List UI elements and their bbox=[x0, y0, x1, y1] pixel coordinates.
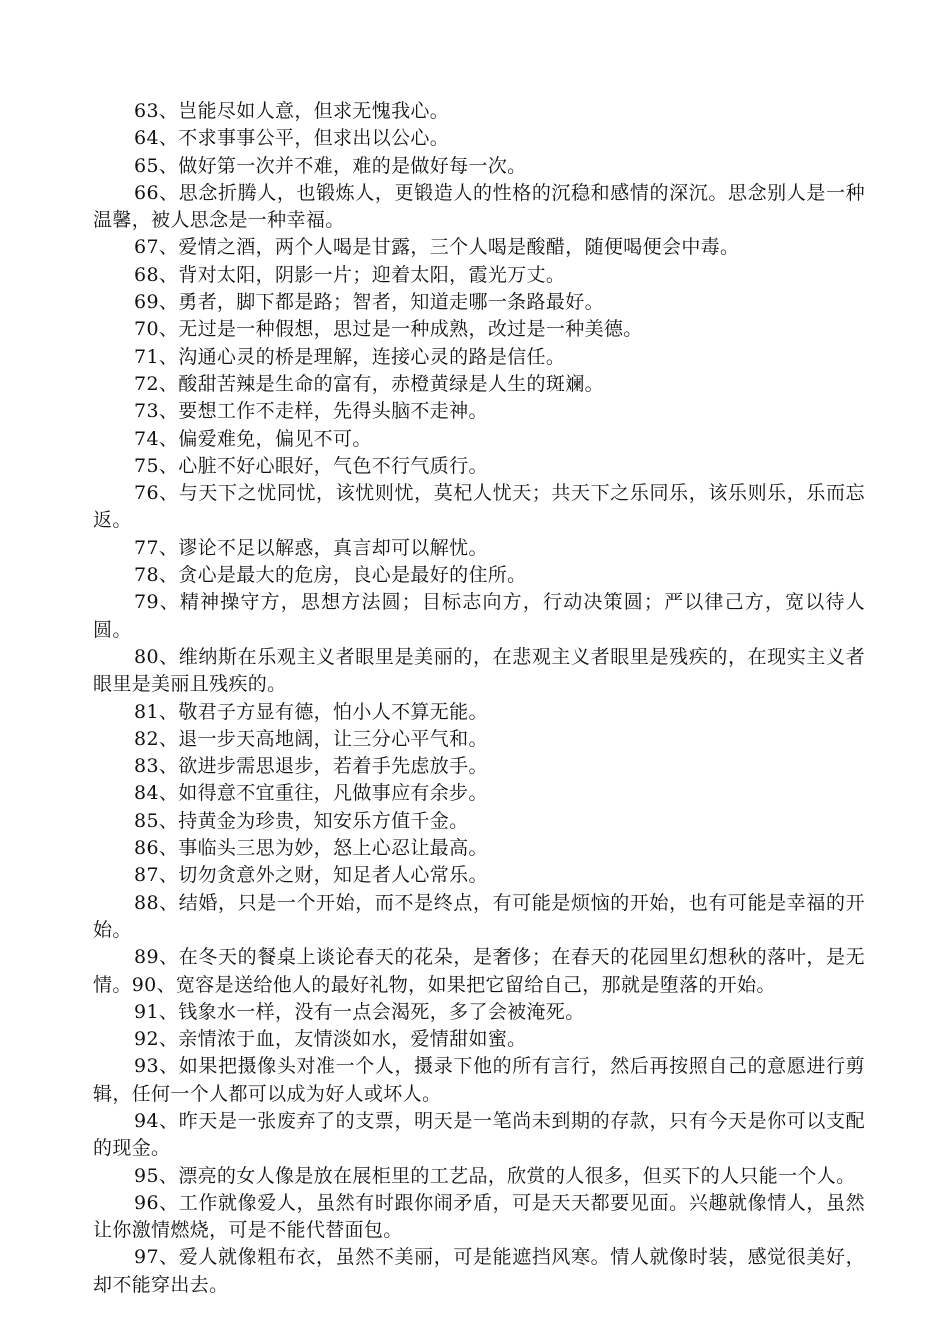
paragraph-83: 83、欲进步需思退步，若着手先虑放手。 bbox=[134, 755, 488, 778]
paragraph-78: 78、贪心是最大的危房，良心是最好的住所。 bbox=[134, 564, 527, 587]
paragraph-84: 84、如得意不宜重往，凡做事应有余步。 bbox=[134, 782, 488, 805]
paragraph-82: 82、退一步天高地阔，让三分心平气和。 bbox=[134, 727, 488, 750]
paragraph-80: 80、维纳斯在乐观主义者眼里是美丽的，在悲观主义者眼里是残疾的，在现实主义者眼里是美丽且残疾的。 bbox=[93, 645, 865, 696]
paragraph-69: 69、勇者，脚下都是路；智者，知道走哪一条路最好。 bbox=[134, 291, 604, 314]
paragraph-85: 85、持黄金为珍贵，知安乐方值千金。 bbox=[134, 809, 469, 832]
paragraph-89: 89、在冬天的餐桌上谈论春天的花朵，是奢侈；在春天的花园里幻想秋的落叶，是无情。90、宽容是送给他人的最好礼物，如果把它留给自己，那就是堕落的开始。 bbox=[93, 946, 865, 996]
paragraph-77: 77、谬论不足以解惑，真言却可以解忧。 bbox=[134, 536, 488, 559]
paragraph-88: 88、结婚，只是一个开始，而不是终点，有可能是烦恼的开始，也有可能是幸福的开始。 bbox=[93, 891, 865, 941]
paragraph-70: 70、无过是一种假想，思过是一种成熟，改过是一种美德。 bbox=[134, 318, 643, 341]
paragraph-72: 72、酸甜苦辣是生命的富有，赤橙黄绿是人生的斑斓。 bbox=[134, 372, 604, 395]
paragraph-93: 93、如果把摄像头对准一个人，摄录下他的所有言行，然后再按照自己的意愿进行剪辑，任何一个人都可以成为好人或坏人。 bbox=[93, 1055, 865, 1105]
paragraph-66: 66、思念折腾人，也锻炼人，更锻造人的性格的沉稳和感情的深沉。思念别人是一种温馨，被人思念是一种幸福。 bbox=[93, 181, 865, 232]
paragraph-95: 95、漂亮的女人像是放在展柜里的工艺品，欣赏的人很多，但买下的人只能一个人。 bbox=[134, 1164, 856, 1187]
paragraph-76: 76、与天下之忧同忧，该忧则忧，莫杞人忧天；共天下之乐同乐，该乐则乐，乐而忘返。 bbox=[93, 482, 865, 532]
paragraph-94: 94、昨天是一张废弃了的支票，明天是一笔尚未到期的存款，只有今天是你可以支配的现金。 bbox=[93, 1109, 865, 1160]
paragraph-75: 75、心脏不好心眼好，气色不行气质行。 bbox=[134, 454, 488, 477]
paragraph-81: 81、敬君子方显有德，怕小人不算无能。 bbox=[134, 700, 488, 723]
paragraph-79: 79、精神操守方，思想方法圆；目标志向方，行动决策圆；严以律己方，宽以待人圆。 bbox=[93, 591, 865, 641]
paragraph-86: 86、事临头三思为妙，怒上心忍让最高。 bbox=[134, 837, 488, 860]
paragraph-91: 91、钱象水一样，没有一点会渴死，多了会被淹死。 bbox=[134, 1000, 585, 1023]
paragraph-87: 87、切勿贪意外之财，知足者人心常乐。 bbox=[134, 864, 488, 887]
paragraph-64: 64、不求事事公平，但求出以公心。 bbox=[134, 127, 450, 150]
paragraph-71: 71、沟通心灵的桥是理解，连接心灵的路是信任。 bbox=[134, 345, 566, 368]
paragraph-67: 67、爱情之酒，两个人喝是甘露，三个人喝是酸醋，随便喝便会中毒。 bbox=[134, 236, 740, 259]
paragraph-63: 63、岂能尽如人意，但求无愧我心。 bbox=[134, 100, 450, 122]
paragraph-97: 97、爱人就像粗布衣，虽然不美丽，可是能遮挡风寒。情人就像时装，感觉很美好，却不能穿出去。 bbox=[93, 1246, 865, 1296]
document-body bbox=[93, 98, 865, 1299]
paragraph-96: 96、工作就像爱人，虽然有时跟你闹矛盾，可是天天都要见面。兴趣就像情人，虽然让你激情燃烧，可是不能代替面包。 bbox=[93, 1191, 865, 1242]
paragraph-74: 74、偏爱难免，偏见不可。 bbox=[134, 427, 372, 450]
paragraph-92: 92、亲情浓于血，友情淡如水，爱情甜如蜜。 bbox=[134, 1028, 527, 1051]
paragraph-68: 68、背对太阳，阴影一片；迎着太阳，霞光万丈。 bbox=[134, 263, 566, 286]
paragraph-65: 65、做好第一次并不难，难的是做好每一次。 bbox=[134, 154, 527, 177]
paragraph-73: 73、要想工作不走样，先得头脑不走神。 bbox=[134, 400, 488, 423]
